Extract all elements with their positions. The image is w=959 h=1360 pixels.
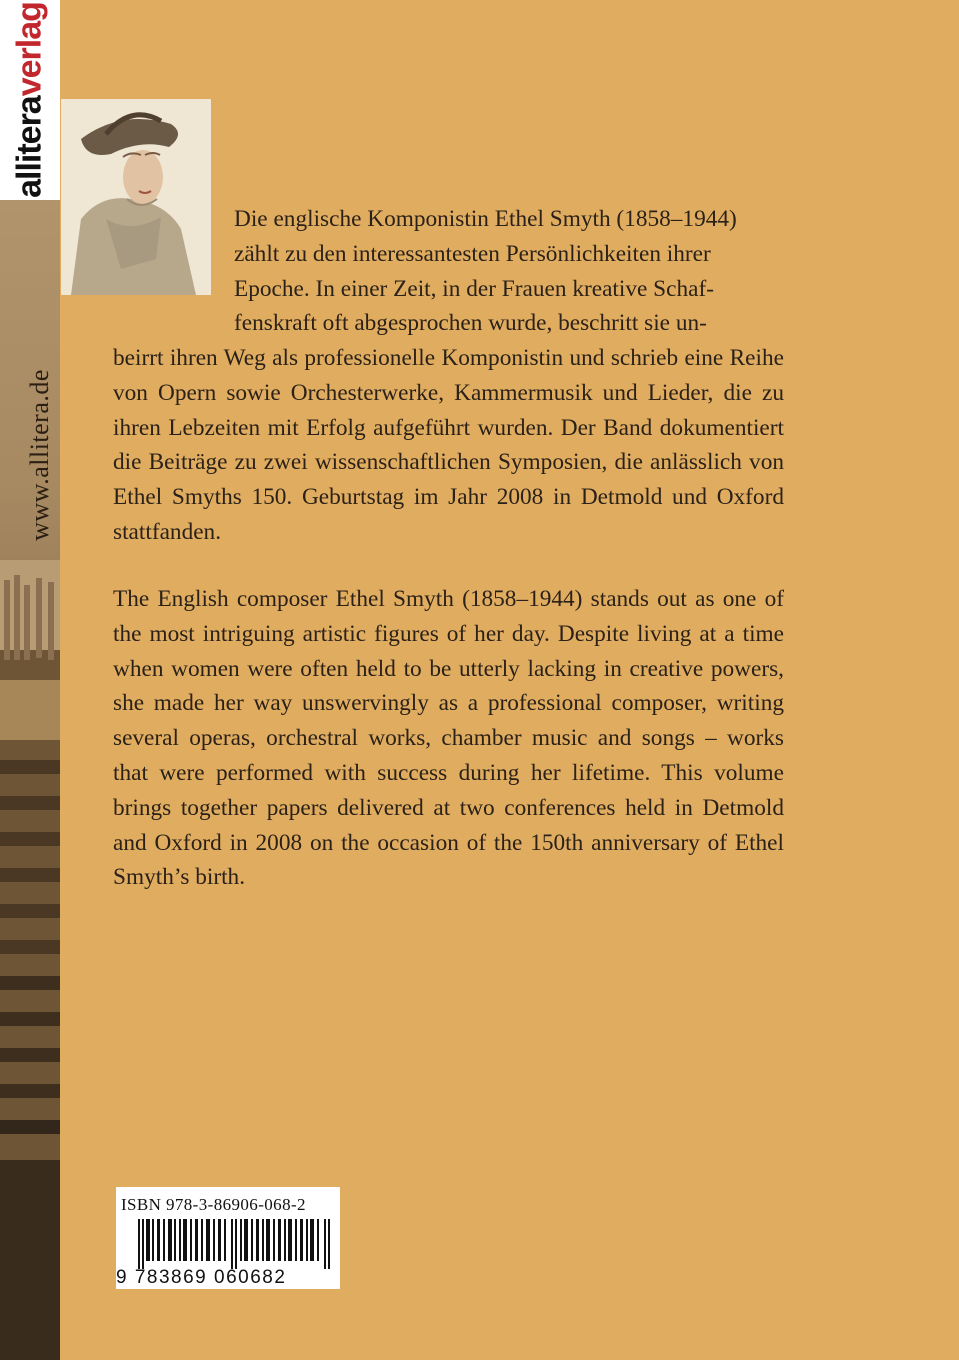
left-strip [0, 0, 60, 1360]
german-line-3: Epoche. In einer Zeit, in der Frauen kreative Schaf- [234, 275, 714, 302]
german-line-2: zählt zu den interessantesten Persönlichkeiten ihrer [234, 240, 711, 267]
barcode-icon [138, 1219, 334, 1269]
publisher-url[interactable]: www.allitera.de [25, 369, 54, 541]
isbn-barcode-box [116, 1187, 340, 1289]
german-line-4: fenskraft oft abgesprochen wurde, beschritt sie un- [234, 310, 707, 337]
german-line-1: Die englische Komponistin Ethel Smyth (1858–1944) [234, 206, 737, 232]
portrait-image [61, 99, 211, 295]
english-text: The English composer Ethel Smyth (1858–1944) stands out as one of the most intriguing artistic figures of her day. Despite living at a time when women were often held to be utterly lacking in creative powers, she made her way unswervingly as a professional composer, writing several operas, orchestral works, chamber music and songs – works that were performed with success during her lifetime. This volume brings together papers delivered at two conferences held in Detmold and Oxford in 2008 on the occasion of the 150th anniversary of Ethel Smyth’s birth. [113, 586, 784, 891]
isbn-digits: 9 783869 060682 [116, 1267, 287, 1288]
logo-part1: allitera [10, 96, 49, 198]
publisher-logo [0, 0, 60, 200]
concert-hall-image [0, 560, 60, 1360]
logo-part2: verlag [10, 2, 49, 97]
german-text-rest: beirrt ihren Weg als professionelle Komponistin und schrieb eine Reihe von Opern sowie Orchesterwerke, Kammermusik und Lieder, die zu ihren Lebzeiten mit Erfolg aufgeführt wurden. Der Band dokumentiert die Beiträge zu zwei wissenschaftlichen Symposien, die anlässlich von Ethel Smyths 150. Geburtstag im Jahr 2008 in Detmold und Oxford stattfanden. [113, 345, 784, 545]
isbn-label: ISBN 978-3-86906-068-2 [121, 1195, 306, 1214]
portrait-icon [61, 99, 211, 295]
german-text-first [234, 202, 784, 341]
